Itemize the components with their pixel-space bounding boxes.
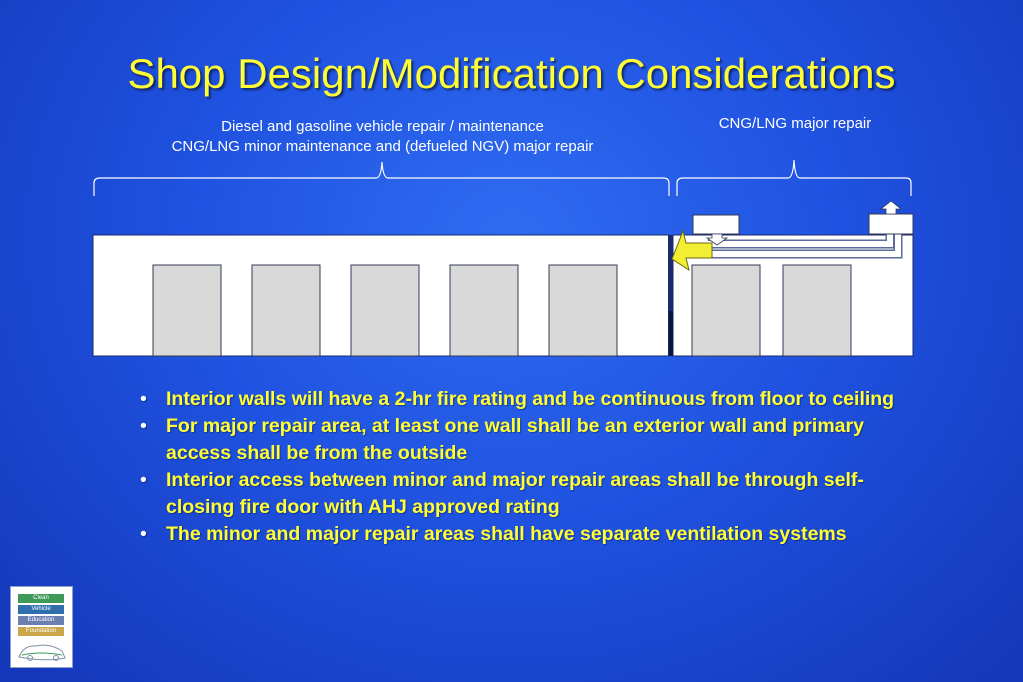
bay-door [549,265,617,356]
fire-door [669,311,673,356]
logo-line-4: Foundation [18,627,64,636]
bay-door [783,265,851,356]
bay-door [351,265,419,356]
arrow-up-icon [881,201,901,214]
bay-door [252,265,320,356]
bay-door [692,265,760,356]
minor-repair-label-line-2: CNG/LNG minor maintenance and (defueled NGV) major repair [171,138,594,155]
right-area-brace [677,160,911,196]
bullet-icon: • [140,523,147,545]
requirement-text: Interior access between minor and major repair areas shall be through self-closing fire door with AHJ approved rating [166,469,864,518]
major-repair-area-label: CNG/LNG major repair [718,115,872,132]
bullet-icon: • [140,415,147,437]
minor-repair-label-line-1: Diesel and gasoline vehicle repair / maintenance [221,118,544,135]
bullet-icon: • [140,388,147,410]
left-area-brace [94,162,669,196]
requirements-list [140,386,900,548]
clean-vehicle-education-foundation-logo [10,586,73,668]
slide-title: Shop Design/Modification Considerations [127,50,896,97]
requirement-text: The minor and major repair areas shall have separate ventilation systems [166,523,847,545]
vehicle-icon [16,639,68,663]
bullet-icon: • [140,469,147,491]
ventilation-exhaust-unit [869,214,913,234]
requirement-text: For major repair area, at least one wall shall be an exterior wall and primary access shall be from the outside [166,415,864,464]
logo-line-1: Clean [18,594,64,603]
requirement-item [140,386,900,413]
requirement-text: Interior walls will have a 2-hr fire rating and be continuous from floor to ceiling [166,388,895,410]
requirement-item [140,413,900,467]
bay-door [450,265,518,356]
bay-door [153,265,221,356]
requirement-item [140,521,900,548]
ventilation-intake-unit [693,215,739,234]
logo-line-3: Education [18,616,64,625]
requirement-item [140,467,900,521]
logo-line-2: Vehicle [18,605,64,614]
